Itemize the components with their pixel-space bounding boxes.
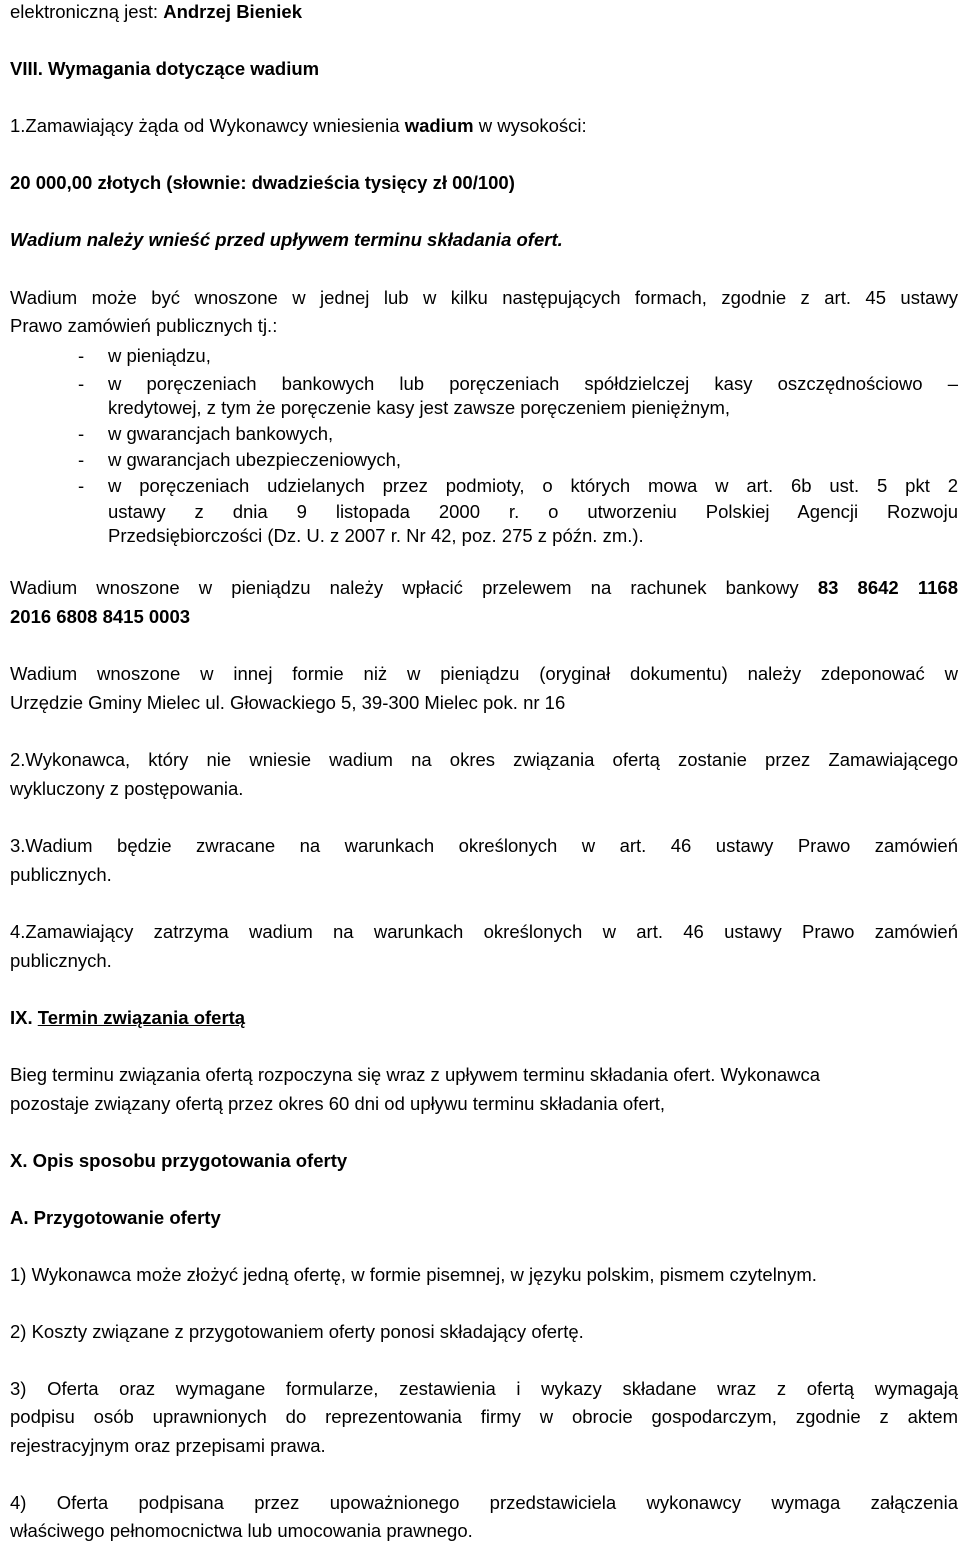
list-item-2-line-1: w poręczeniach bankowych lub poręczeniach spółdzielczej kasy oszczędnościowo – [108, 373, 958, 394]
item-3-line-3: rejestracyjnym oraz przepisami prawa. [10, 1435, 326, 1456]
list-item-5-line-2: ustawy z dnia 9 listopada 2000 r. o utworzeniu Polskiej Agencji Rozwoju [108, 501, 958, 522]
paragraph-4-line-1: 4.Zamawiający zatrzyma wadium na warunkach określonych w art. 46 ustawy Prawo zamówień [10, 921, 958, 942]
list-dash: - [78, 475, 85, 496]
list-dash: - [78, 345, 85, 366]
item-4-line-2: właściwego pełnomocnictwa lub umocowania prawnego. [10, 1520, 473, 1541]
bank-text: Wadium wnoszone w pieniądzu należy wpłacić przelewem na rachunek bankowy [10, 577, 818, 598]
forms-intro-line-2: Prawo zamówień publicznych tj.: [10, 315, 278, 336]
section-ix-number: IX. [10, 1007, 38, 1028]
list-item-2-line-2: kredytowej, z tym że poręczenie kasy jest zawsze poręczeniem pieniężnym, [108, 397, 731, 418]
list-dash: - [78, 423, 85, 444]
section-ix-heading [10, 1007, 245, 1029]
item-1: 1) Wykonawca może złożyć jedną ofertę, w formie pisemnej, w języku polskim, pismem czytelnym. [10, 1264, 817, 1285]
section-ix-title: Termin związania ofertą [37, 1007, 246, 1028]
paragraph-2-line-2: wykluczony z postępowania. [10, 778, 244, 799]
list-item-1: w pieniądzu, [108, 345, 211, 366]
paragraph-3-line-2: publicznych. [10, 864, 112, 885]
list-item-3: w gwarancjach bankowych, [108, 423, 334, 444]
item-3-line-1: 3) Oferta oraz wymagane formularze, zestawienia i wykazy składane wraz z ofertą wymagają [10, 1378, 958, 1399]
contact-line [10, 1, 302, 23]
contact-name: Andrzej Bieniek [163, 1, 303, 22]
other-form-line-1: Wadium wnoszone w innej formie niż w pieniądzu (oryginał dokumentu) należy zdeponować w [10, 663, 958, 684]
bank-number-part-1: 83 8642 1168 [817, 577, 958, 598]
forms-intro-line-1: Wadium może być wnoszone w jednej lub w kilku następujących formach, zgodnie z art. 45 ustawy [10, 287, 958, 308]
subsection-a-heading: A. Przygotowanie oferty [10, 1207, 221, 1228]
section-x-heading: X. Opis sposobu przygotowania oferty [10, 1150, 348, 1171]
list-dash: - [78, 373, 85, 394]
paragraph-4-line-2: publicznych. [10, 950, 112, 971]
p1-tail: w wysokości: [473, 115, 587, 136]
section-viii-heading: VIII. Wymagania dotyczące wadium [10, 58, 320, 79]
item-4-line-1: 4) Oferta podpisana przez upoważnionego przedstawiciela wykonawcy wymaga załączenia [10, 1492, 958, 1513]
list-item-5-line-1: w poręczeniach udzielanych przez podmioty, o których mowa w art. 6b ust. 5 pkt 2 [108, 475, 958, 496]
list-item-5-line-3: Przedsiębiorczości (Dz. U. z 2007 r. Nr 42, poz. 275 z późn. zm.). [108, 525, 644, 546]
contact-prefix: elektroniczną jest: [10, 1, 164, 22]
paragraph-1 [10, 115, 587, 137]
p1-text: 1.Zamawiający żąda od Wykonawcy wniesienia [10, 115, 405, 136]
paragraph-3-line-1: 3.Wadium będzie zwracane na warunkach określonych w art. 46 ustawy Prawo zamówień [10, 835, 958, 856]
wadium-deadline: Wadium należy wnieść przed upływem terminu składania ofert. [10, 229, 563, 250]
p1-bold: wadium [404, 115, 474, 136]
item-2: 2) Koszty związane z przygotowaniem oferty ponosi składający ofertę. [10, 1321, 584, 1342]
wadium-amount: 20 000,00 złotych (słownie: dwadzieścia tysięcy zł 00/100) [10, 172, 515, 193]
list-item-4: w gwarancjach ubezpieczeniowych, [108, 449, 402, 470]
item-3-line-2: podpisu osób uprawnionych do reprezentowania firmy w obrocie gospodarczym, zgodnie z aktem [10, 1406, 958, 1427]
binding-period-line-1: Bieg terminu związania ofertą rozpoczyna się wraz z upływem terminu składania ofert. Wykonawca [10, 1064, 821, 1085]
bank-number-part-2: 2016 6808 8415 0003 [10, 606, 191, 627]
other-form-line-2: Urzędzie Gminy Mielec ul. Głowackiego 5, 39-300 Mielec pok. nr 16 [10, 692, 566, 713]
list-dash: - [78, 449, 85, 470]
binding-period-line-2: pozostaje związany ofertą przez okres 60 dni od upływu terminu składania ofert, [10, 1093, 666, 1114]
bank-account-line-1 [10, 577, 958, 599]
paragraph-2-line-1: 2.Wykonawca, który nie wniesie wadium na okres związania ofertą zostanie przez Zamawiającego [10, 749, 958, 770]
